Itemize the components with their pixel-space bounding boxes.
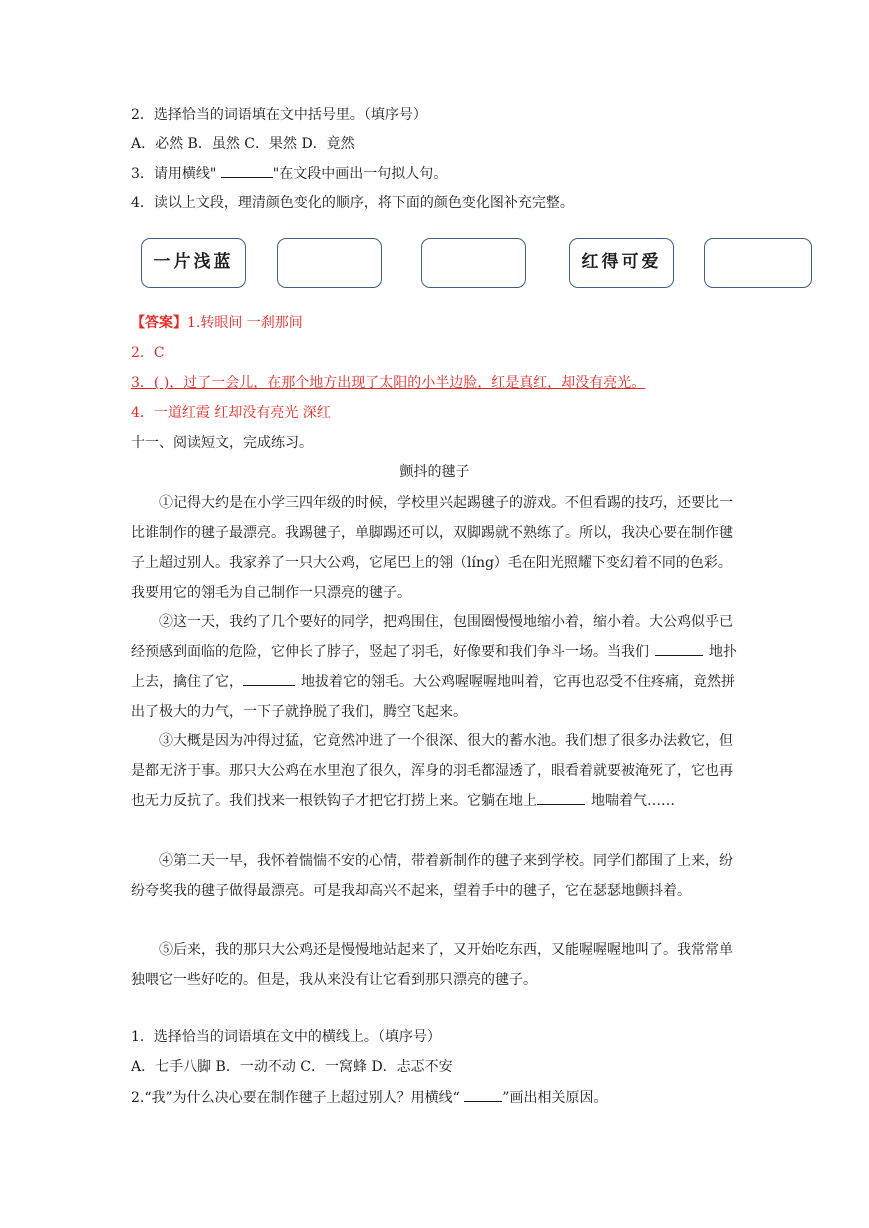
paragraph-3-part-b: 地喘着气…… xyxy=(591,793,675,809)
question-2b-prefix: 2.“我”为什么决心要在制作毽子上超过别人？用横线“ xyxy=(131,1090,465,1106)
answer-blank xyxy=(464,1087,502,1102)
question-4-title: 4．读以上文段，理清颜色变化的顺序，将下面的颜色变化图补充完整。 xyxy=(131,195,574,211)
answer-label: 【答案】 xyxy=(131,315,187,331)
paragraph-3 xyxy=(131,726,739,816)
question-3-prefix: 3．请用横线" xyxy=(131,166,221,182)
question-3 xyxy=(131,163,447,184)
question-1-options: A．七手八脚 B．一动不动 C．一窝蜂 D．忐忑不安 xyxy=(131,1059,453,1075)
answer-2: 2．C xyxy=(131,345,165,361)
answer-1: 1.转眼间 一刹那间 xyxy=(187,315,303,331)
paragraph-5: ⑤后来，我的那只大公鸡还是慢慢地站起来了，又开始吃东西，又能喔喔喔地叫了。我常常单独喂它一些好吃的。但是，我从来没有让它看到那只漂亮的毽子。 xyxy=(131,942,733,988)
question-2-title: 2．选择恰当的词语填在文中括号里。（填序号） xyxy=(131,107,427,123)
color-box-5 xyxy=(704,238,812,288)
paragraph-3-part-a: ③大概是因为冲得过猛，它竟然冲进了一个很深、很大的蓄水池。我们想了很多办法救它，但是都无济于事。那只大公鸡在水里泡了很久，浑身的羽毛都湿透了，眼看着就要被淹死了，它也再也无力反抗了。我们找来一根铁钩子才把它打捞上来。它躺在地上 xyxy=(131,733,733,809)
paragraph-2-part-a: ②这一天，我约了几个要好的同学，把鸡围住，包围圈慢慢地缩小着，缩小着。大公鸡似乎已经预感到面临的危险，它伸长了脖子，竖起了羽毛，好像要和我们争斗一场。当我们 xyxy=(131,614,733,660)
paragraph-4: ④第二天一早，我怀着惴惴不安的心情，带着新制作的毽子来到学校。同学们都围了上来，纷纷夸奖我的毽子做得最漂亮。可是我却高兴不起来，望着手中的毽子，它在瑟瑟地颤抖着。 xyxy=(131,853,733,899)
answer-blank xyxy=(221,163,273,178)
question-2b xyxy=(131,1087,607,1108)
answer-blank xyxy=(655,641,703,656)
passage-title: 颤抖的毽子 xyxy=(399,464,470,480)
color-box-3 xyxy=(421,238,526,288)
paragraph-1: ①记得大约是在小学三四年级的时候，学校里兴起踢毽子的游戏。不但看踢的技巧，还要比一比谁制作的毽子最漂亮。我踢毽子，单脚踢还可以，双脚踢就不熟练了。所以，我决心要在制作毽子上超过别人。我家养了一只大公鸡，它尾巴上的翎（líng）毛在阳光照耀下变幻着不同的色彩。我要用它的翎毛为自己制作一只漂亮的毽子。 xyxy=(131,495,733,601)
answer-line-1 xyxy=(131,313,303,333)
color-box-1: 一片浅蓝 xyxy=(141,238,246,288)
color-box-4: 红得可爱 xyxy=(569,238,674,288)
answer-3: 3．( )，过了一会儿，在那个地方出现了太阳的小半边脸，红是真红，却没有亮光。 xyxy=(131,375,646,391)
section-heading: 十一、阅读短文，完成练习。 xyxy=(131,435,313,451)
paragraph-2-part-c: 地拔着它的翎毛。大公鸡喔喔喔地叫着，它再也忍受不住疼痛，竟然拼出了极大的力气，一下子就挣脱了我们，腾空飞起来。 xyxy=(131,674,735,720)
paragraph-2-part-b: 地扑上去，擒住了它， xyxy=(131,644,737,690)
color-box-2 xyxy=(277,238,382,288)
question-2b-suffix: ”画出相关原因。 xyxy=(502,1090,608,1106)
paragraph-2 xyxy=(131,607,739,727)
question-2-options: A．必然 B．虽然 C．果然 D．竟然 xyxy=(131,136,355,152)
answer-blank xyxy=(243,671,295,686)
question-3-suffix: "在文段中画出一句拟人句。 xyxy=(272,166,448,182)
question-1-title: 1．选择恰当的词语填在文中的横线上。（填序号） xyxy=(131,1029,441,1045)
answer-4: 4．一道红霞 红却没有亮光 深红 xyxy=(131,405,331,421)
answer-blank xyxy=(537,790,585,805)
